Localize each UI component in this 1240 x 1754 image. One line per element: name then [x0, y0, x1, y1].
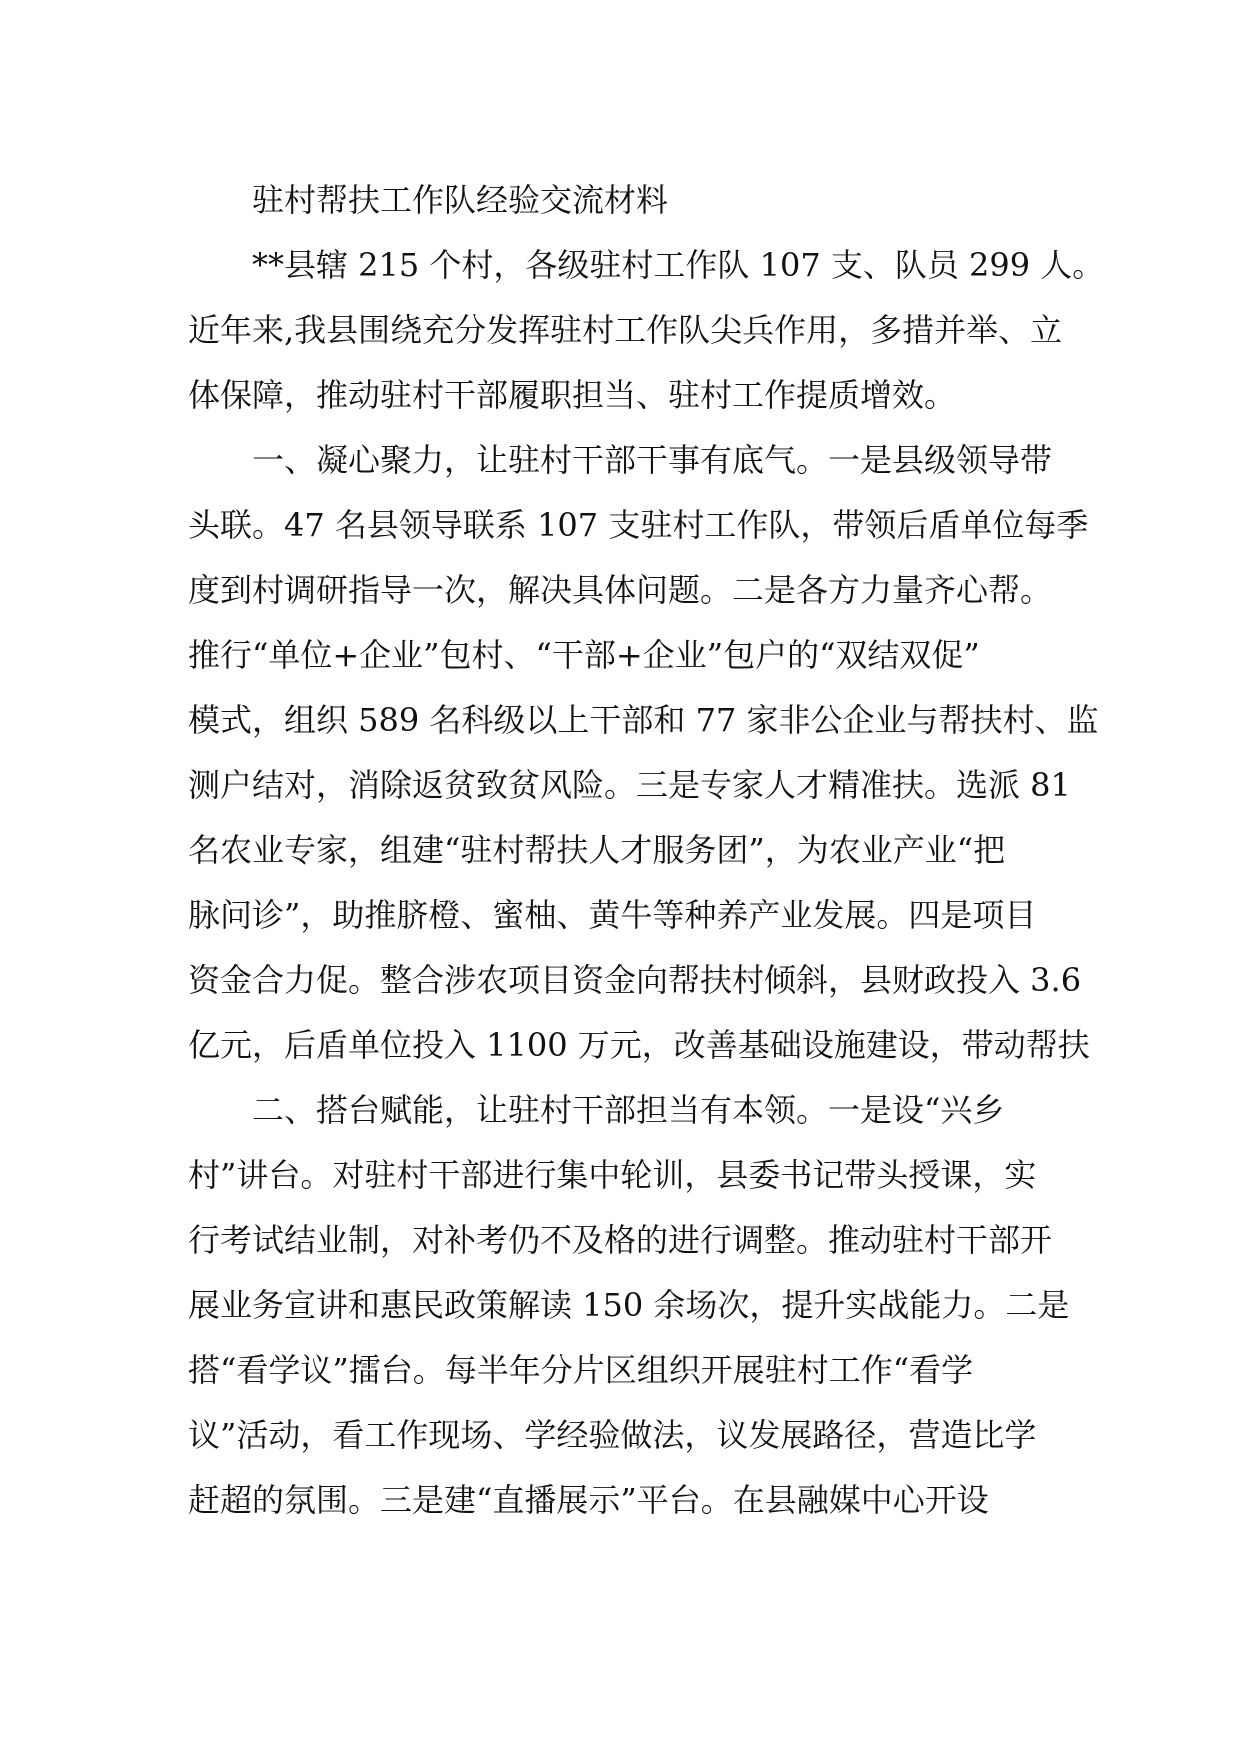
- text-line: 推行“单位+企业”包村、“干部+企业”包户的“双结双促”: [188, 636, 980, 674]
- text-line: **县辖 215 个村，各级驻村工作队 107 支、队员 299 人。: [252, 246, 1105, 284]
- text-line: 名农业专家，组建“驻村帮扶人才服务团”，为农业产业“把: [188, 831, 1006, 869]
- text-line: 议”活动，看工作现场、学经验做法，议发展路径，营造比学: [188, 1416, 1037, 1454]
- text-line: 二、搭台赋能，让驻村干部担当有本领。一是设“兴乡: [252, 1091, 1005, 1129]
- text-line: 资金合力促。整合涉农项目资金向帮扶村倾斜，县财政投入 3.6: [188, 961, 1082, 999]
- document-title: 驻村帮扶工作队经验交流材料: [252, 181, 669, 219]
- text-line: 亿元，后盾单位投入 1100 万元，改善基础设施建设，带动帮扶: [188, 1026, 1090, 1064]
- paragraph-section-one: [188, 428, 1099, 1078]
- text-line: 模式，组织 589 名科级以上干部和 77 家非公企业与帮扶村、监: [188, 701, 1099, 739]
- text-line: 一、凝心聚力，让驻村干部干事有底气。一是县级领导带: [252, 441, 1053, 479]
- text-line: 赶超的氛围。三是建“直播展示”平台。在县融媒中心开设: [188, 1481, 989, 1519]
- text-line: 搭“看学议”擂台。每半年分片区组织开展驻村工作“看学: [188, 1351, 974, 1389]
- text-line: 村”讲台。对驻村干部进行集中轮训，县委书记带头授课，实: [188, 1156, 1037, 1194]
- text-line: 行考试结业制，对补考仍不及格的进行调整。推动驻村干部开: [188, 1221, 1053, 1259]
- text-line: 脉问诊”，助推脐橙、蜜柚、黄牛等种养产业发展。四是项目: [188, 896, 1037, 934]
- text-line: 近年来,我县围绕充分发挥驻村工作队尖兵作用，多措并举、立: [188, 311, 1063, 349]
- text-line: 体保障，推动驻村干部履职担当、驻村工作提质增效。: [188, 376, 957, 414]
- text-line: 展业务宣讲和惠民政策解读 150 余场次，提升实战能力。二是: [188, 1286, 1070, 1324]
- text-line: 测户结对，消除返贫致贫风险。三是专家人才精准扶。选派 81: [188, 766, 1071, 804]
- paragraph-intro: [188, 233, 1105, 428]
- text-line: 度到村调研指导一次，解决具体问题。二是各方力量齐心帮。: [188, 571, 1053, 609]
- text-line: 头联。47 名县领导联系 107 支驻村工作队，带领后盾单位每季: [188, 506, 1089, 544]
- paragraph-section-two: [188, 1078, 1070, 1533]
- document-body: [188, 168, 1105, 1533]
